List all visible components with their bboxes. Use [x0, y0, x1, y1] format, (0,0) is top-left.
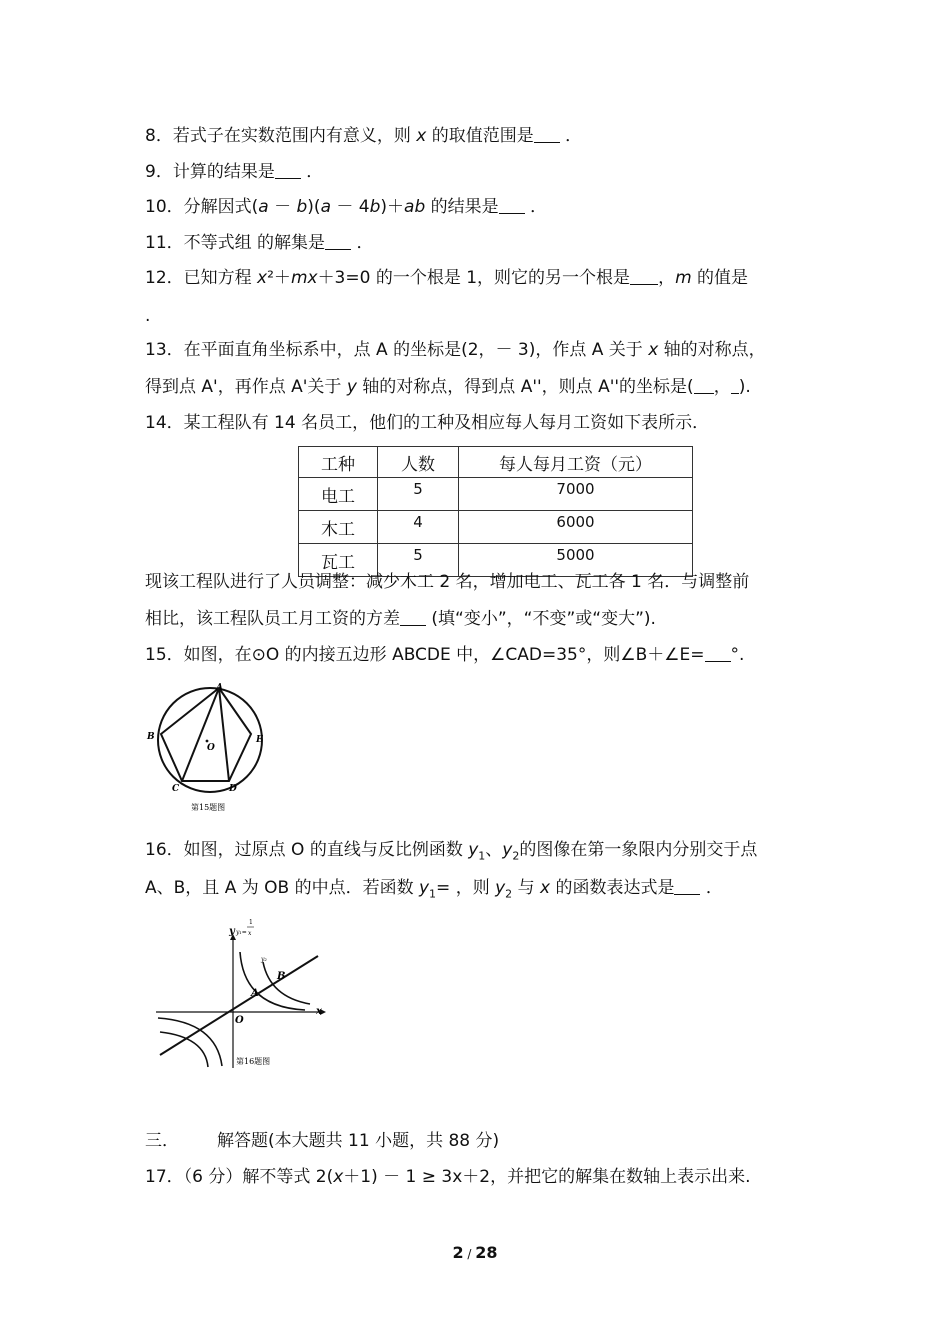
- section-3-heading: 三． 解答题(本大题共 11 小题，共 88 分): [145, 1131, 500, 1151]
- table-header: 工种: [299, 447, 378, 478]
- question-9: 9．计算的结果是 ．: [145, 162, 324, 182]
- question-12: 12．已知方程 x²＋mx＋3=0 的一个根是 1，则它的另一个根是 ，m 的值是: [145, 268, 749, 288]
- question-16-line2: A、B，且 A 为 OB 的中点．若函数 $y_1=$ ，则 $y_2$ 与 x 的函数表达式是 ．: [145, 878, 723, 901]
- answer-blank: [499, 197, 525, 214]
- label-o: O: [207, 743, 215, 753]
- question-14-after-1: 现该工程队进行了人员调整：减少木工 2 名，增加电工、瓦工各 1 名．与调整前: [145, 572, 750, 592]
- page-number: 2 / 28: [452, 1243, 498, 1262]
- label-y1-eq: y₁=: [236, 929, 247, 936]
- label-y-axis: y: [229, 926, 235, 937]
- question-10: 10．分解因式(a － b)(a － 4b)＋ab 的结果是 ．: [145, 197, 548, 217]
- label-d: D: [229, 784, 237, 794]
- table-cell: 木工: [299, 511, 378, 544]
- table-cell: 5: [378, 478, 459, 511]
- table-cell: 6000: [459, 511, 693, 544]
- table-cell: 7000: [459, 478, 693, 511]
- figure-15: [140, 678, 280, 818]
- question-8: 8．若式子在实数范围内有意义，则 x 的取值范围是 ．: [145, 126, 583, 146]
- question-12-line2: .: [145, 306, 151, 326]
- answer-blank: [674, 878, 700, 895]
- table-row: [299, 511, 693, 544]
- table-cell: 电工: [299, 478, 378, 511]
- table-header: 人数: [378, 447, 459, 478]
- label-x-axis: x: [316, 1006, 322, 1017]
- answer-blank: [705, 645, 731, 662]
- label-frac-num: 1: [249, 919, 253, 926]
- answer-blank: [400, 609, 426, 626]
- inverse-function-figure: [150, 912, 340, 1072]
- question-14: 14．某工程队有 14 名员工，他们的工种及相应每人每月工资如下表所示．: [145, 413, 710, 433]
- table-header: 每人每月工资（元）: [459, 447, 693, 478]
- question-17: 17．（6 分）解不等式 2(x＋1) － 1 ≥ 3x＋2，并把它的解集在数轴上表示出来.: [145, 1167, 751, 1187]
- figure-16: [150, 912, 340, 1072]
- table-row: [299, 478, 693, 511]
- answer-blank: [275, 162, 301, 179]
- label-o: O: [235, 1015, 244, 1026]
- pentagon-circle-figure: [140, 678, 280, 818]
- table-header-row: [299, 447, 693, 478]
- label-a: A: [216, 683, 223, 693]
- answer-blank: [325, 233, 351, 250]
- label-e: E: [256, 735, 263, 745]
- label-b: B: [147, 732, 155, 742]
- answer-blank: [534, 126, 560, 143]
- question-11: 11．不等式组 的解集是 ．: [145, 233, 374, 253]
- table-cell: 4: [378, 511, 459, 544]
- table-cell: 5: [378, 544, 459, 577]
- question-14-after-2: 相比，该工程队员工月工资的方差 (填“变小”，“不变”或“变大”).: [145, 609, 656, 629]
- table-cell: 5000: [459, 544, 693, 577]
- answer-blank: [694, 377, 714, 394]
- figure-caption: 第15题图: [191, 803, 226, 812]
- question-16: 16．如图，过原点 O 的直线与反比例函数 $y_1$、$y_2$的图像在第一象限内分别交于点: [145, 840, 758, 863]
- figure-caption: 第16题图: [236, 1057, 271, 1066]
- label-b: B: [277, 971, 286, 982]
- label-c: C: [172, 784, 180, 794]
- wage-table: [298, 446, 693, 577]
- answer-blank: [630, 268, 658, 285]
- question-13-line2: 得到点 A'，再作点 A'关于 y 轴的对称点，得到点 A''，则点 A''的坐标是( ， ).: [145, 377, 751, 397]
- question-13: 13．在平面直角坐标系中，点 A 的坐标是(2，－ 3)，作点 A 关于 x 轴的对称点，: [145, 340, 766, 360]
- label-frac-den: x: [248, 930, 252, 937]
- table-cell: 瓦工: [299, 544, 378, 577]
- label-a: A: [251, 988, 259, 999]
- answer-blank: [731, 377, 739, 394]
- label-y2: y₂: [261, 956, 267, 963]
- question-15: 15．如图，在⊙O 的内接五边形 ABCDE 中，∠CAD=35°，则∠B＋∠E= °.: [145, 645, 745, 665]
